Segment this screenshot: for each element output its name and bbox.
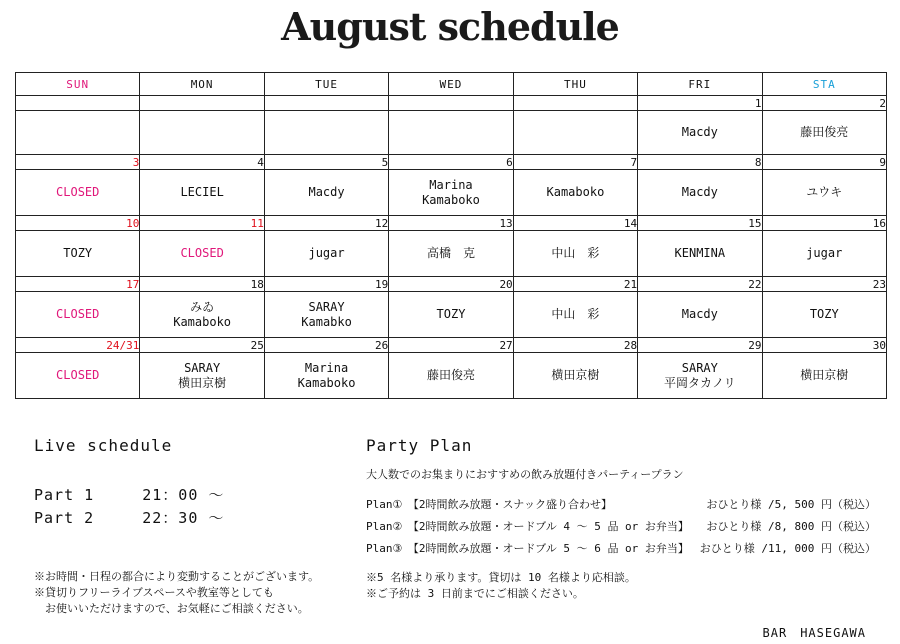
performer-name: 中山 彩 (551, 246, 600, 260)
date-number: 13 (389, 216, 513, 231)
day-cell (140, 353, 264, 399)
date-number (140, 96, 264, 111)
date-number: 2 (762, 96, 886, 111)
performer-name: 横田京樹 (800, 368, 849, 382)
date-number: 30 (762, 338, 886, 353)
day-cell (513, 292, 637, 338)
performer-name: jugar (308, 246, 345, 260)
performer-name: 藤田俊亮 (426, 368, 475, 382)
weekday-header-sta: STA (762, 73, 886, 96)
performer-name: Marina (304, 360, 349, 375)
day-cell (389, 111, 513, 155)
closed-label: CLOSED (56, 368, 100, 382)
date-number-row (16, 155, 887, 170)
date-number: 28 (513, 338, 637, 353)
plan-name: Plan② 【2時間飲み放題・オードブル 4 ～ 5 品 or お弁当】 (366, 520, 689, 533)
weekday-header-row (16, 73, 887, 96)
performer-name: Macdy (681, 307, 718, 321)
plan-price: おひとり様 /5, 500 円（税込） (706, 498, 876, 511)
date-number-row (16, 277, 887, 292)
performer-name: Kamaboko (173, 314, 232, 329)
date-number: 15 (638, 216, 762, 231)
closed-label: CLOSED (180, 246, 224, 260)
part-1-label: Part 1 (34, 486, 95, 504)
day-cell (513, 111, 637, 155)
performer-name: SARAY (308, 299, 345, 314)
date-number: 4 (140, 155, 264, 170)
date-number: 22 (638, 277, 762, 292)
performer-row (16, 111, 887, 155)
party-note: ※ご予約は 3 日前までにご相談ください。 (366, 587, 584, 600)
plan-name: Plan① 【2時間飲み放題・スナック盛り合わせ】 (366, 498, 613, 511)
party-plan-description: 大人数でのお集まりにおすすめの飲み放題付きパーティープラン (366, 468, 684, 481)
date-number: 21 (513, 277, 637, 292)
performer-name: jugar (806, 246, 843, 260)
performer-name: Macdy (681, 185, 718, 199)
day-cell (389, 170, 513, 216)
date-number: 7 (513, 155, 637, 170)
live-note: お使いいただけますので、お気軽にご相談ください。 (34, 602, 309, 615)
weekday-header-thu: THU (513, 73, 637, 96)
party-plan-title: Party Plan (366, 436, 473, 455)
performer-name: 横田京樹 (551, 368, 600, 382)
day-cell (638, 231, 762, 277)
date-number: 1 (638, 96, 762, 111)
live-part-2 (34, 507, 224, 528)
date-number (389, 96, 513, 111)
closed-label: CLOSED (56, 307, 100, 321)
date-number: 11 (140, 216, 264, 231)
date-number: 24/31 (16, 338, 140, 353)
live-notes (34, 569, 319, 617)
day-cell (140, 231, 264, 277)
date-number (16, 96, 140, 111)
weekday-header-sun: SUN (16, 73, 140, 96)
date-number: 26 (264, 338, 388, 353)
calendar-table (15, 72, 887, 399)
day-cell (389, 353, 513, 399)
live-note: ※お時間・日程の都合により変動することがございます。 (34, 570, 320, 583)
weekday-header-tue: TUE (264, 73, 388, 96)
live-part-1 (34, 484, 224, 505)
weekday-header-wed: WED (389, 73, 513, 96)
date-number-row (16, 96, 887, 111)
performer-row (16, 170, 887, 216)
date-number: 19 (264, 277, 388, 292)
performer-name: 高橋 克 (426, 246, 475, 260)
day-cell (638, 292, 762, 338)
date-number: 29 (638, 338, 762, 353)
weekday-header-mon: MON (140, 73, 264, 96)
performer-name: Kamaboko (297, 375, 356, 390)
performer-name: Marina (429, 177, 473, 192)
page-title: August schedule (281, 4, 619, 49)
date-number: 25 (140, 338, 264, 353)
date-number: 23 (762, 277, 886, 292)
performer-name: Kamabko (301, 314, 352, 329)
weekday-header-fri: FRI (638, 73, 762, 96)
day-cell (638, 353, 762, 399)
day-cell (16, 292, 140, 338)
day-cell (762, 292, 886, 338)
performer-name: Macdy (681, 125, 718, 139)
performer-name: SARAY (184, 360, 221, 375)
day-cell (264, 170, 388, 216)
day-cell (140, 170, 264, 216)
day-cell (389, 292, 513, 338)
date-number (264, 96, 388, 111)
closed-label: CLOSED (56, 185, 100, 199)
bar-name-footer: BAR HASEGAWA (762, 626, 866, 640)
performer-name: LECIEL (180, 185, 224, 199)
date-number: 5 (264, 155, 388, 170)
day-cell (513, 231, 637, 277)
day-cell (762, 231, 886, 277)
performer-name: 平岡タカノリ (664, 375, 736, 390)
part-2-time: 22：30 ～ (142, 509, 225, 527)
day-cell (389, 231, 513, 277)
performer-name: 横田京樹 (178, 375, 227, 390)
performer-row (16, 292, 887, 338)
performer-name: 中山 彩 (551, 307, 600, 321)
performer-name: Kamaboko (422, 192, 480, 207)
performer-row (16, 231, 887, 277)
performer-name: KENMINA (674, 246, 726, 260)
day-cell (140, 111, 264, 155)
day-cell (513, 170, 637, 216)
live-schedule-title: Live schedule (34, 436, 173, 455)
live-note: ※貸切りフリーライブスペースや教室等としても (34, 586, 274, 599)
day-cell (638, 111, 762, 155)
date-number-row (16, 338, 887, 353)
performer-name: TOZY (436, 307, 466, 321)
part-2-label: Part 2 (34, 509, 95, 527)
performer-name: Kamaboko (546, 185, 605, 199)
day-cell (16, 231, 140, 277)
party-notes (366, 570, 636, 602)
date-number-row (16, 216, 887, 231)
date-number: 12 (264, 216, 388, 231)
performer-name: TOZY (63, 246, 93, 260)
performer-name: TOZY (809, 307, 839, 321)
date-number: 9 (762, 155, 886, 170)
date-number: 3 (16, 155, 140, 170)
day-cell (264, 231, 388, 277)
party-note: ※5 名様より承ります。貸切は 10 名様より応相談。 (366, 571, 636, 584)
day-cell (762, 170, 886, 216)
date-number: 10 (16, 216, 140, 231)
day-cell (140, 292, 264, 338)
performer-name: Macdy (308, 185, 345, 199)
date-number: 18 (140, 277, 264, 292)
date-number: 14 (513, 216, 637, 231)
day-cell (264, 353, 388, 399)
date-number: 27 (389, 338, 513, 353)
performer-name: みゐ (190, 299, 215, 314)
day-cell (762, 111, 886, 155)
date-number (513, 96, 637, 111)
date-number: 17 (16, 277, 140, 292)
performer-name: ユウキ (806, 185, 843, 199)
date-number: 16 (762, 216, 886, 231)
date-number: 8 (638, 155, 762, 170)
day-cell (762, 353, 886, 399)
date-number: 6 (389, 155, 513, 170)
part-1-time: 21：00 ～ (142, 486, 225, 504)
performer-row (16, 353, 887, 399)
day-cell (264, 292, 388, 338)
performer-name: SARAY (681, 360, 718, 375)
plan-price: おひとり様 /8, 800 円（税込） (706, 520, 876, 533)
plan-name: Plan③ 【2時間飲み放題・オードブル 5 ～ 6 品 or お弁当】 (366, 542, 689, 555)
date-number: 20 (389, 277, 513, 292)
day-cell (638, 170, 762, 216)
day-cell (16, 111, 140, 155)
day-cell (16, 170, 140, 216)
day-cell (264, 111, 388, 155)
day-cell (16, 353, 140, 399)
performer-name: 藤田俊亮 (800, 125, 849, 139)
day-cell (513, 353, 637, 399)
plan-price: おひとり様 /11, 000 円（税込） (699, 542, 876, 555)
